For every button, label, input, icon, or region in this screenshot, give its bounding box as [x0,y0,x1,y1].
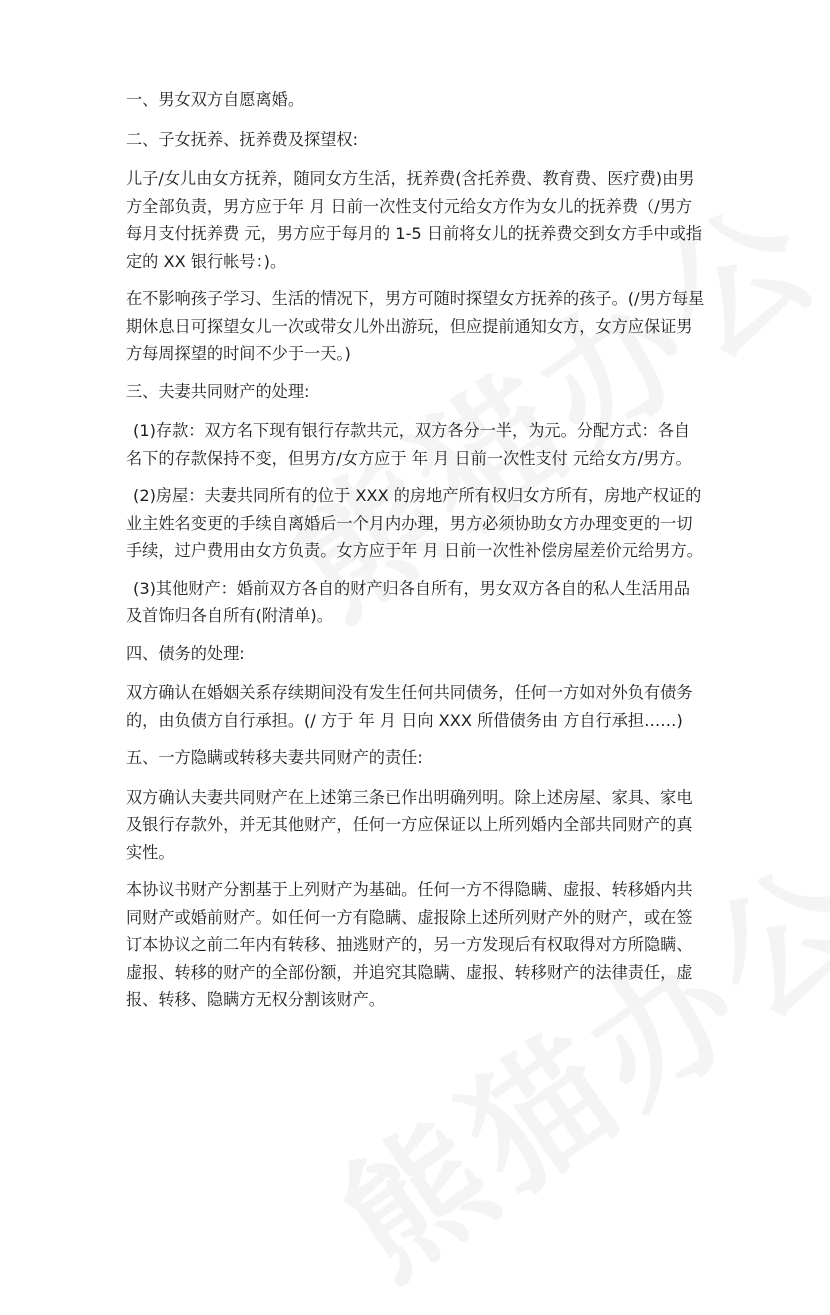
section-heading-2: 二、子女抚养、抚养费及探望权: [126,129,359,149]
paragraph-deposits: (1)存款：双方名下现有银行存款共元，双方各分一半，为元。分配方式：各自名下的存款保持不变，但男方/女方应于 年 月 日前一次性支付 元给女方/男方。 [126,421,692,468]
paragraph-visitation: 在不影响孩子学习、生活的情况下，男方可随时探望女方抚养的孩子。(/男方每星期休息日可探望女儿一次或带女儿外出游玩，但应提前通知女方，女方应保证男方每周探望的时间不少于一天。) [126,289,705,363]
paragraph-housing: (2)房屋：夫妻共同所有的位于 XXX 的房地产所有权归女方所有，房地产权证的业主姓名变更的手续自离婚后一个月内办理，男方必须协助女方办理变更的一切手续，过户费用由女方负责。女方应于年 月 日前一次性补偿房屋差价元给男方。 [126,486,703,560]
paragraph-debts: 双方确认在婚姻关系存续期间没有发生任何共同债务，任何一方如对外负有债务的，由负债方自行承担。(/ 方于 年 月 日向 XXX 所借债务由 方自行承担……) [126,683,693,730]
section-heading-1: 一、男女双方自愿离婚。 [126,90,305,109]
section-heading-5: 五、一方隐瞒或转移夫妻共同财产的责任: [126,748,423,767]
document-body [126,86,706,1024]
paragraph-custody: 儿子/女儿由女方抚养，随同女方生活，抚养费(含托养费、教育费、医疗费)由男方全部负责，男方应于年 月 日前一次性支付元给女方作为女儿的抚养费（/男方每月支付抚养费 元，男方应于每月的 1-5 日前将女儿的抚养费交到女方手中或指定的 XX 银行帐号：)。 [126,169,703,271]
paragraph-liability: 本协议书财产分割基于上列财产为基础。任何一方不得隐瞒、虚报、转移婚内共同财产或婚前财产。如任何一方有隐瞒、虚报除上述所列财产外的财产，或在签订本协议之前二年内有转移、抽逃财产的，另一方发现后有权取得对方所隐瞒、虚报、转移的财产的全部份额，并追究其隐瞒、虚报、转移财产的法律责任，虚报、转移、隐瞒方无权分割该财产。 [126,880,693,1009]
paragraph-other-property: (3)其他财产：婚前双方各自的财产归各自所有，男女双方各自的私人生活用品及首饰归各自所有(附清单)。 [126,578,691,625]
section-heading-4: 四、债务的处理: [126,643,245,663]
section-heading-3: 三、夫妻共同财产的处理: [126,381,310,401]
paragraph-confirmation: 双方确认夫妻共同财产在上述第三条已作出明确列明。除上述房屋、家具、家电及银行存款外，并无其他财产，任何一方应保证以上所列婚内全部共同财产的真实性。 [126,787,693,862]
